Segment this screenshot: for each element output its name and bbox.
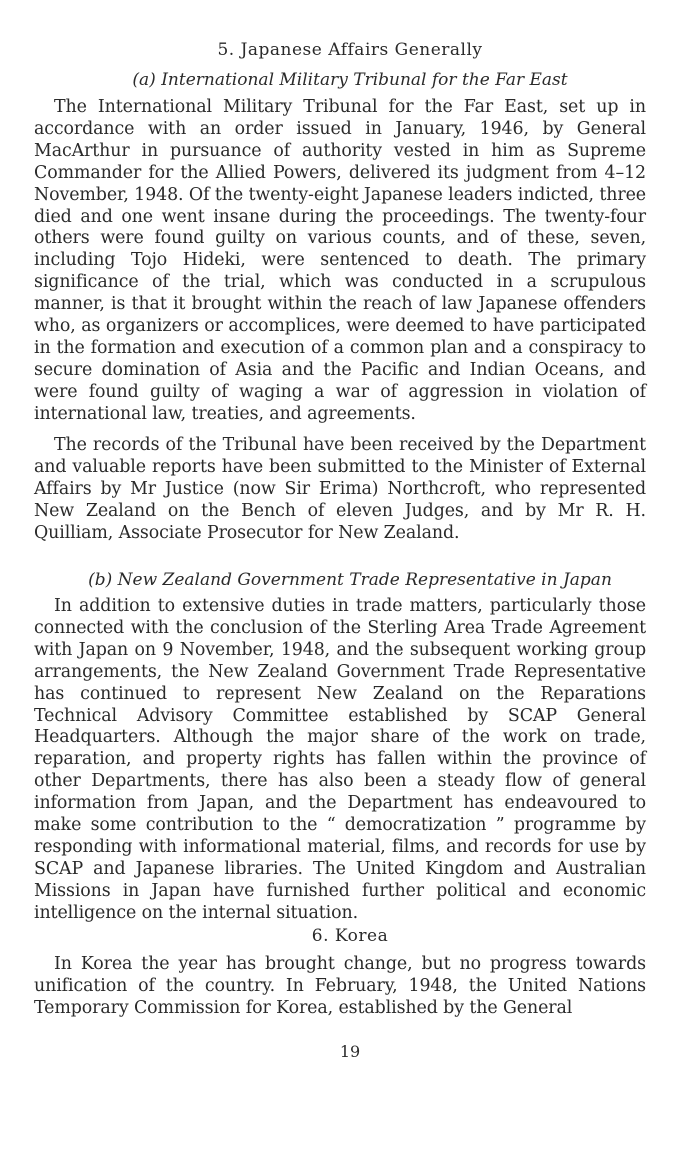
page-number: 19	[339, 1042, 361, 1061]
paragraph-korea: In Korea the year has brought change, but no progress towards unification of the country. In February, 1948, the United Nations Temporary Commission for Korea, established by the General	[34, 954, 646, 1018]
section-heading-korea: 6. Korea	[311, 926, 389, 946]
paragraph-trade-representative: In addition to extensive duties in trade matters, particularly those connected with the conclusion of the Sterling Area Trade Agreement with Japan on 9 November, 1948, and the subsequent working group arrangements, the New Zealand Government Trade Representative has continued to represent New Zealand on the Reparations Technical Advisory Committee established by SCAP General Headquarters. Although the major share of the work on trade, reparation, and property rights has fallen within the province of other Departments, there has also been a steady flow of general information from Japan, and the Department has endeavoured to make some contribution to the “ democratization ” programme by responding with informational material, films, and records for use by SCAP and Japanese libraries. The United Kingdom and Australian Missions in Japan have furnished further political and economic intelligence on the internal situation.	[34, 596, 646, 923]
paragraph-tribunal-judgment: The International Military Tribunal for the Far East, set up in accordance with an order issued in January, 1946, by General MacArthur in pursuance of authority vested in him as Supreme Commander for the Allied Powers, delivered its judgment from 4–12 November, 1948. Of the twenty-eight Japanese leaders indicted, three died and one went insane during the proceedings. The twenty-four others were found guilty on various counts, and of these, seven, including Tojo Hideki, were sentenced to death. The primary significance of the trial, which was conducted in a scrupulous manner, is that it brought within the reach of law Japanese offenders who, as organizers or accomplices, were deemed to have participated in the formation and execution of a common plan and a conspiracy to secure domination of Asia and the Pacific and Indian Oceans, and were found guilty of waging a war of aggression in violation of international law, treaties, and agreements.	[34, 97, 646, 424]
subsection-heading-tribunal: (a) International Military Tribunal for the Far East	[132, 70, 568, 90]
subsection-heading-trade-representative: (b) New Zealand Government Trade Representative in Japan	[88, 570, 612, 590]
paragraph-tribunal-records: The records of the Tribunal have been received by the Department and valuable reports have been submitted to the Minister of External Affairs by Mr Justice (now Sir Erima) Northcroft, who represented New Zealand on the Bench of eleven Judges, and by Mr R. H. Quilliam, Associate Prosecutor for New Zealand.	[34, 435, 646, 543]
section-heading-japanese-affairs: 5. Japanese Affairs Generally	[217, 40, 483, 60]
